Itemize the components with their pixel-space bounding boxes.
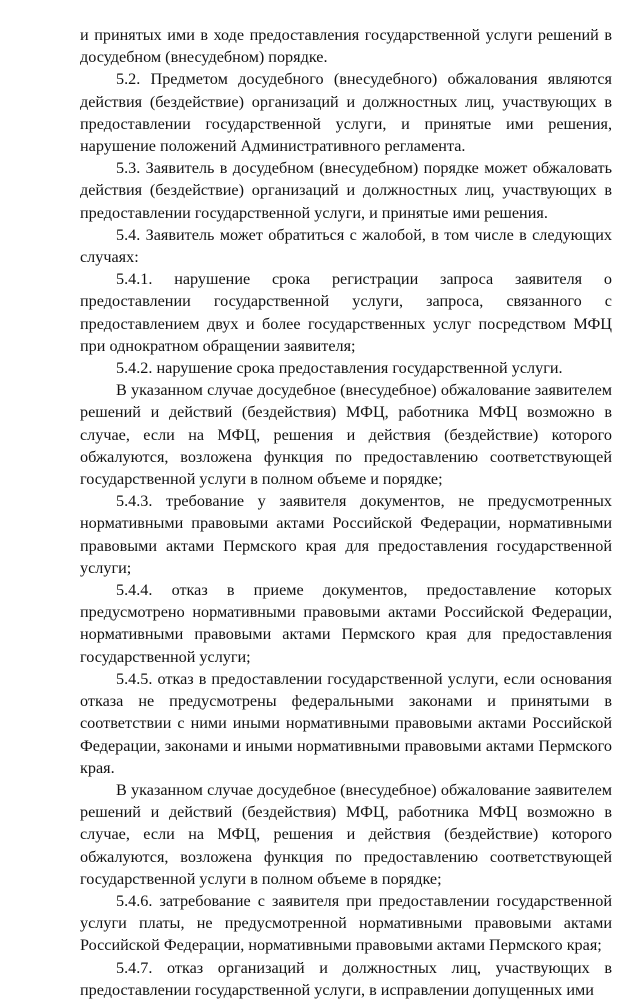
paragraph-5-4-1: 5.4.1. нарушение срока регистрации запроса заявителя о предоставлении государственной услуги, запроса, связанного с предоставлением двух и более государственных услуг посредством МФЦ при однократном обращении заявителя; bbox=[80, 270, 612, 355]
paragraph-5-4-5-note: В указанном случае досудебное (внесудебное) обжалование заявителем решений и действий (бездействия) МФЦ, работника МФЦ возможно в случае, если на МФЦ, решения и действия (бездействие) которого обжалуются, возложена функция по предоставлению соответствующей государственной услуги в полном объеме в порядке; bbox=[80, 780, 612, 888]
paragraph-5-4-5: 5.4.5. отказ в предоставлении государственной услуги, если основания отказа не предусмотрены федеральными законами и принятыми в соответствии с ними иными нормативными правовыми актами Российской Федерации, законами и иными нормативными правовыми актами Пермского края. bbox=[80, 669, 612, 777]
paragraph-5-4: 5.4. Заявитель может обратиться с жалобой, в том числе в следующих случаях: bbox=[80, 225, 612, 267]
paragraph-5-2: 5.2. Предметом досудебного (внесудебного) обжалования являются действия (бездействие) организаций и должностных лиц, участвующих в предоставлении государственной услуги, и принятые ими решения, нарушение положений Административного регламента. bbox=[80, 70, 612, 156]
paragraph-5-4-7: 5.4.7. отказ организаций и должностных лиц, участвующих в предоставлении государственной услуги, в исправлении допущенных ими bbox=[80, 958, 612, 999]
paragraph-5-4-2-note: В указанном случае досудебное (внесудебное) обжалование заявителем решений и действий (бездействия) МФЦ, работника МФЦ возможно в случае, если на МФЦ, решения и действия (бездействие) которого обжалуются, возложена функция по предоставлению соответствующей государственной услуги в полном объеме и порядке; bbox=[80, 381, 612, 489]
paragraph-5-3: 5.3. Заявитель в досудебном (внесудебном) порядке может обжаловать действия (бездействие) организаций и должностных лиц, участвующих в предоставлении государственной услуги, и принятые ими решения. bbox=[80, 159, 612, 222]
paragraph-5-4-2: 5.4.2. нарушение срока предоставления государственной услуги. bbox=[116, 359, 563, 378]
paragraph-5-4-3: 5.4.3. требование у заявителя документов, не предусмотренных нормативными правовыми актами Российской Федерации, нормативными правовыми актами Пермского края для предоставления государственной услуги; bbox=[80, 492, 612, 577]
paragraph-continuation: и принятых ими в ходе предоставления государственной услуги решений в досудебном (внесудебном) порядке. bbox=[80, 26, 612, 67]
paragraph-5-4-6: 5.4.6. затребование с заявителя при предоставлении государственной услуги платы, не предусмотренной нормативными правовыми актами Российской Федерации, нормативными правовыми актами Пермского края; bbox=[80, 891, 612, 955]
paragraph-5-4-4: 5.4.4. отказ в приеме документов, предоставление которых предусмотрено нормативными правовыми актами Российской Федерации, нормативными правовыми актами Пермского края для предоставления государственной услуги; bbox=[80, 581, 612, 666]
